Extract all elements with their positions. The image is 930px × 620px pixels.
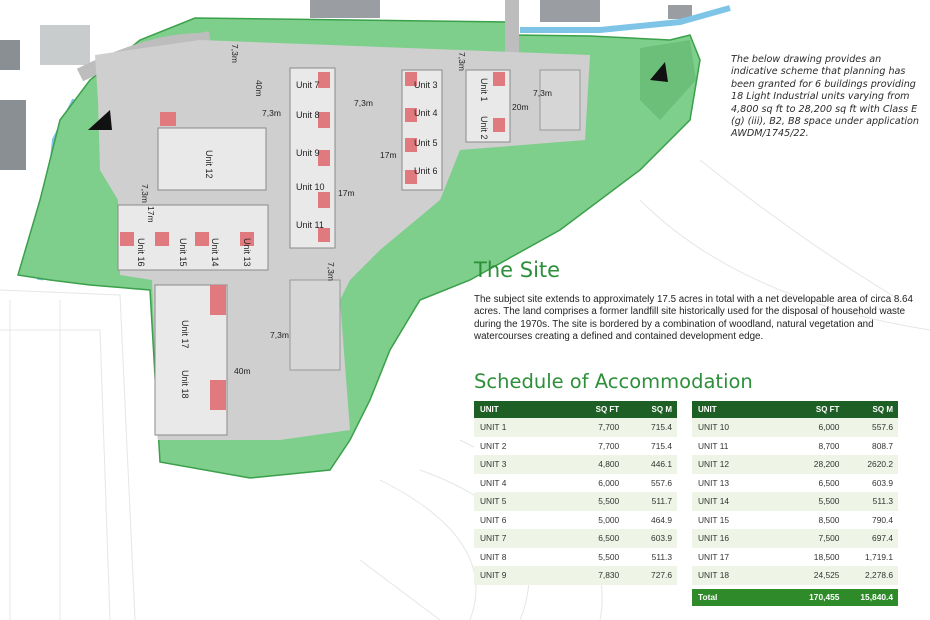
neighbour-building [310, 0, 380, 18]
cell-sqm: 511.7 [624, 492, 677, 511]
table-row [474, 529, 677, 548]
cell-unit: UNIT 3 [474, 455, 559, 474]
cell-sqft: 18,500 [779, 548, 845, 567]
table-row [692, 566, 898, 585]
column-header-unit: UNIT [474, 401, 559, 418]
plan-label-unit-15: Unit 15 [178, 238, 188, 267]
cell-sqft: 7,700 [559, 437, 624, 456]
dimension-label: 7,3m [270, 330, 289, 340]
cell-sqft: 7,830 [559, 566, 624, 585]
cell-sqft: 8,700 [779, 437, 845, 456]
cell-unit: UNIT 2 [474, 437, 559, 456]
cell-unit: UNIT 12 [692, 455, 779, 474]
cell-sqft: 5,500 [559, 548, 624, 567]
plan-label-unit-17: Unit 17 [180, 320, 190, 349]
cell-unit: UNIT 10 [692, 418, 779, 437]
dimension-label: 7,3m [262, 108, 281, 118]
plan-label-unit-10: Unit 10 [296, 182, 325, 192]
cell-sqm: 557.6 [844, 418, 898, 437]
cell-sqm: 715.4 [624, 418, 677, 437]
plan-label-unit-5: Unit 5 [414, 138, 438, 148]
cell-unit: UNIT 13 [692, 474, 779, 493]
plan-label-unit-9: Unit 9 [296, 148, 320, 158]
table-row [474, 566, 677, 585]
cell-sqft: 6,000 [559, 474, 624, 493]
table-row [692, 437, 898, 456]
cell-unit: UNIT 17 [692, 548, 779, 567]
cell-unit: UNIT 14 [692, 492, 779, 511]
cell-sqft: 24,525 [779, 566, 845, 585]
column-header-sqft: SQ FT [779, 401, 845, 418]
dimension-label: 17m [338, 188, 355, 198]
plan-label-unit-16: Unit 16 [136, 238, 146, 267]
plan-label-unit-11: Unit 11 [296, 220, 324, 230]
cell-sqft: 5,500 [559, 492, 624, 511]
neighbour-building [40, 25, 90, 65]
cell-sqft: 6,500 [559, 529, 624, 548]
cell-sqm: 464.9 [624, 511, 677, 530]
plan-label-unit-12: Unit 12 [204, 150, 214, 179]
cell-sqft: 7,500 [779, 529, 845, 548]
cell-sqm: 511.3 [844, 492, 898, 511]
cell-sqm: 603.9 [624, 529, 677, 548]
table-row [474, 511, 677, 530]
dimension-label: 7,3m [326, 262, 336, 281]
dimension-label: 7,3m [230, 44, 240, 63]
plan-label-unit-7: Unit 7 [296, 80, 320, 90]
cell-unit: UNIT 15 [692, 511, 779, 530]
table-row [692, 548, 898, 567]
plan-label-unit-4: Unit 4 [414, 108, 438, 118]
dimension-label: 20m [512, 102, 529, 112]
cell-sqm: 511.3 [624, 548, 677, 567]
dimension-label: 7,3m [533, 88, 552, 98]
neighbour-building [0, 40, 20, 70]
planning-note: The below drawing provides an indicative scheme that planning has been granted for 6 buildings providing 18 Light Industrial units varying from 4,800 sq ft to 28,200 sq ft with Class E (g) (iii), B2, B8 space under application AWDM/1745/22. [731, 54, 919, 140]
column-header-sqm: SQ M [844, 401, 898, 418]
table-row [474, 437, 677, 456]
cell-sqm: 715.4 [624, 437, 677, 456]
dimension-label: 40m [254, 80, 264, 97]
plan-label-unit-2: Unit 2 [479, 116, 489, 140]
access-road [505, 0, 519, 60]
column-header-sqm: SQ M [624, 401, 677, 418]
plan-label-unit-13: Unit 13 [242, 238, 252, 267]
cell-unit: UNIT 7 [474, 529, 559, 548]
cell-sqm: 697.4 [844, 529, 898, 548]
cell-sqft: 4,800 [559, 455, 624, 474]
cell-sqm: 603.9 [844, 474, 898, 493]
plan-label-unit-3: Unit 3 [414, 80, 438, 90]
table-row [474, 492, 677, 511]
table-header-row [474, 401, 677, 418]
plan-label-unit-8: Unit 8 [296, 110, 320, 120]
cell-sqm: 557.6 [624, 474, 677, 493]
cell-sqm: 2,278.6 [844, 566, 898, 585]
car-park [290, 280, 340, 370]
site-description: The subject site extends to approximately 17.5 acres in total with a net developable area of circa 8.64 acres. The land comprises a former landfill site historically used for the disposal of household waste during the 1970s. The site is bordered by a combination of woodland, natural vegetation and watercourses creating a defined and contained development edge. [474, 294, 913, 342]
car-park [540, 70, 580, 130]
cell-unit: UNIT 16 [692, 529, 779, 548]
cell-sqft: 28,200 [779, 455, 845, 474]
cell-unit: UNIT 8 [474, 548, 559, 567]
dimension-label: 7,3m [457, 52, 467, 71]
table-row [692, 474, 898, 493]
cell-sqm: 808.7 [844, 437, 898, 456]
plan-label-unit-1: Unit 1 [479, 78, 489, 102]
cell-unit: UNIT 9 [474, 566, 559, 585]
table-row [692, 529, 898, 548]
cell-sqm: 2620.2 [844, 455, 898, 474]
table-row [474, 474, 677, 493]
cell-unit: UNIT 11 [692, 437, 779, 456]
column-header-sqft: SQ FT [559, 401, 624, 418]
total-label: Total [692, 589, 779, 606]
cell-sqft: 5,000 [559, 511, 624, 530]
dimension-label: 17m [146, 206, 156, 223]
cell-sqm: 1,719.1 [844, 548, 898, 567]
site-heading: The Site [474, 258, 561, 282]
cell-sqm: 727.6 [624, 566, 677, 585]
table-row [692, 492, 898, 511]
cell-unit: UNIT 1 [474, 418, 559, 437]
cell-sqm: 446.1 [624, 455, 677, 474]
table-row [692, 511, 898, 530]
table-row [474, 455, 677, 474]
total-sqm: 15,840.4 [844, 589, 898, 606]
cell-sqft: 8,500 [779, 511, 845, 530]
cell-sqm: 790.4 [844, 511, 898, 530]
total-sqft: 170,455 [779, 589, 845, 606]
neighbour-building [0, 100, 26, 170]
plan-label-unit-6: Unit 6 [414, 166, 438, 176]
cell-sqft: 5,500 [779, 492, 845, 511]
total-row [692, 589, 898, 606]
plan-label-unit-14: Unit 14 [210, 238, 220, 267]
schedule-table-right [692, 401, 898, 606]
cell-unit: UNIT 6 [474, 511, 559, 530]
dimension-label: 17m [380, 150, 397, 160]
cell-sqft: 6,500 [779, 474, 845, 493]
cell-sqft: 6,000 [779, 418, 845, 437]
table-row [474, 418, 677, 437]
column-header-unit: UNIT [692, 401, 779, 418]
table-row [474, 548, 677, 567]
dimension-label: 40m [234, 366, 251, 376]
table-row [692, 455, 898, 474]
cell-unit: UNIT 4 [474, 474, 559, 493]
dimension-label: 7,3m [354, 98, 373, 108]
schedule-heading: Schedule of Accommodation [474, 370, 753, 393]
neighbour-building [540, 0, 600, 22]
schedule-table-left [474, 401, 677, 585]
cell-unit: UNIT 18 [692, 566, 779, 585]
plan-label-unit-18: Unit 18 [180, 370, 190, 399]
cell-unit: UNIT 5 [474, 492, 559, 511]
table-header-row [692, 401, 898, 418]
table-row [692, 418, 898, 437]
dimension-label: 7,3m [140, 184, 150, 203]
cell-sqft: 7,700 [559, 418, 624, 437]
